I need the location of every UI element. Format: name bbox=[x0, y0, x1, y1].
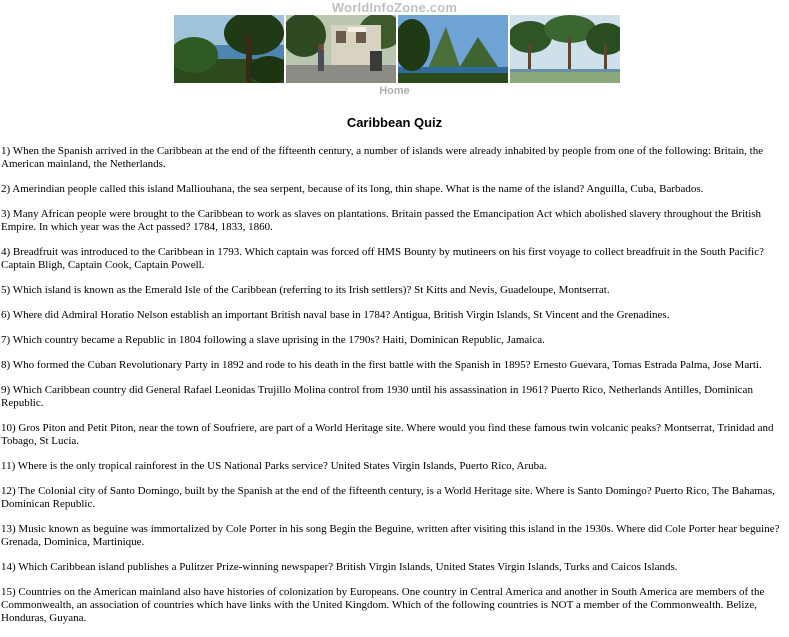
quiz-question: 8) Who formed the Cuban Revolutionary Party in 1892 and rode to his death in the first battle with the Spanish in 1895? Ernesto Guevara, Tomas Estrada Palma, Jose Marti. bbox=[1, 359, 762, 371]
site-logo-text: WorldInfoZone.com bbox=[331, 0, 458, 15]
photo-banner bbox=[174, 15, 622, 83]
palm-beach-photo bbox=[510, 15, 620, 83]
tropical-coast-photo bbox=[174, 15, 284, 83]
quiz-question-list bbox=[0, 145, 780, 637]
quiz-question: 13) Music known as beguine was immortalized by Cole Porter in his song Begin the Beguine, written after visiting this island in the 1930s. Where did Cole Porter hear beguine? Grenada, Dominica, Martinique. bbox=[1, 523, 780, 548]
quiz-question: 1) When the Spanish arrived in the Caribbean at the end of the fifteenth century, a number of islands were already inhabited by people from one of the following: Britain, the American mainland, the Netherlands. bbox=[1, 145, 764, 170]
quiz-question: 14) Which Caribbean island publishes a Pulitzer Prize-winning newspaper? British Virgin Islands, United States Virgin Islands, Turks and Caicos Islands. bbox=[1, 561, 678, 573]
quiz-question: 9) Which Caribbean country did General Rafael Leonidas Trujillo Molina control from 1930 until his assassination in 1961? Puerto Rico, Netherlands Antilles, Dominican Republic. bbox=[1, 384, 753, 409]
quiz-question: 10) Gros Piton and Petit Piton, near the town of Soufriere, are part of a World Heritage site. Where would you find these famous twin volcanic peaks? Montserrat, Trinidad and Tobago, St Lucia. bbox=[1, 422, 774, 447]
quiz-question: 5) Which island is known as the Emerald Isle of the Caribbean (referring to its Irish settlers)? St Kitts and Nevis, Guadeloupe, Montserrat. bbox=[1, 284, 610, 296]
quiz-question: 2) Amerindian people called this island Malliouhana, the sea serpent, because of its long, thin shape. What is the name of the island? Anguilla, Cuba, Barbados. bbox=[1, 183, 704, 195]
quiz-question: 3) Many African people were brought to the Caribbean to work as slaves on plantations. Britain passed the Emancipation Act which abolished slavery throughout the British Empire. In which year was the Act passed? 1784, 1833, 1860. bbox=[1, 208, 762, 233]
quiz-question: 6) Where did Admiral Horatio Nelson establish an important British naval base in 1784? Antigua, British Virgin Islands, St Vincent and the Grenadines. bbox=[1, 309, 670, 321]
quiz-question: 12) The Colonial city of Santo Domingo, built by the Spanish at the end of the fifteenth century, is a World Heritage site. Where is Santo Domingo? Puerto Rico, The Bahamas, Dominican Republic. bbox=[1, 485, 775, 510]
quiz-question: 7) Which country became a Republic in 1804 following a slave uprising in the 1790s? Haiti, Dominican Republic, Jamaica. bbox=[1, 334, 545, 346]
quiz-question: 11) Where is the only tropical rainforest in the US National Parks service? United States Virgin Islands, Puerto Rico, Aruba. bbox=[1, 460, 547, 472]
home-link[interactable]: Home bbox=[379, 85, 410, 97]
quiz-question: 4) Breadfruit was introduced to the Caribbean in 1793. Which captain was forced off HMS Bounty by mutineers on his first voyage to collect breadfruit in the South Pacific? Captain Bligh, Captain Cook, Captain Powell. bbox=[1, 246, 764, 271]
street-scene-photo bbox=[286, 15, 396, 83]
page-title: Caribbean Quiz bbox=[346, 115, 443, 130]
twin-pitons-photo bbox=[398, 15, 508, 83]
quiz-question: 15) Countries on the American mainland also have histories of colonization by Europeans. One country in Central America and another in South America are members of the Commonwealth, an association of countries which have links with the United Kingdom. Which of the following countries is NOT a member of the Commonwealth. Belize, Honduras, Guyana. bbox=[1, 586, 765, 624]
